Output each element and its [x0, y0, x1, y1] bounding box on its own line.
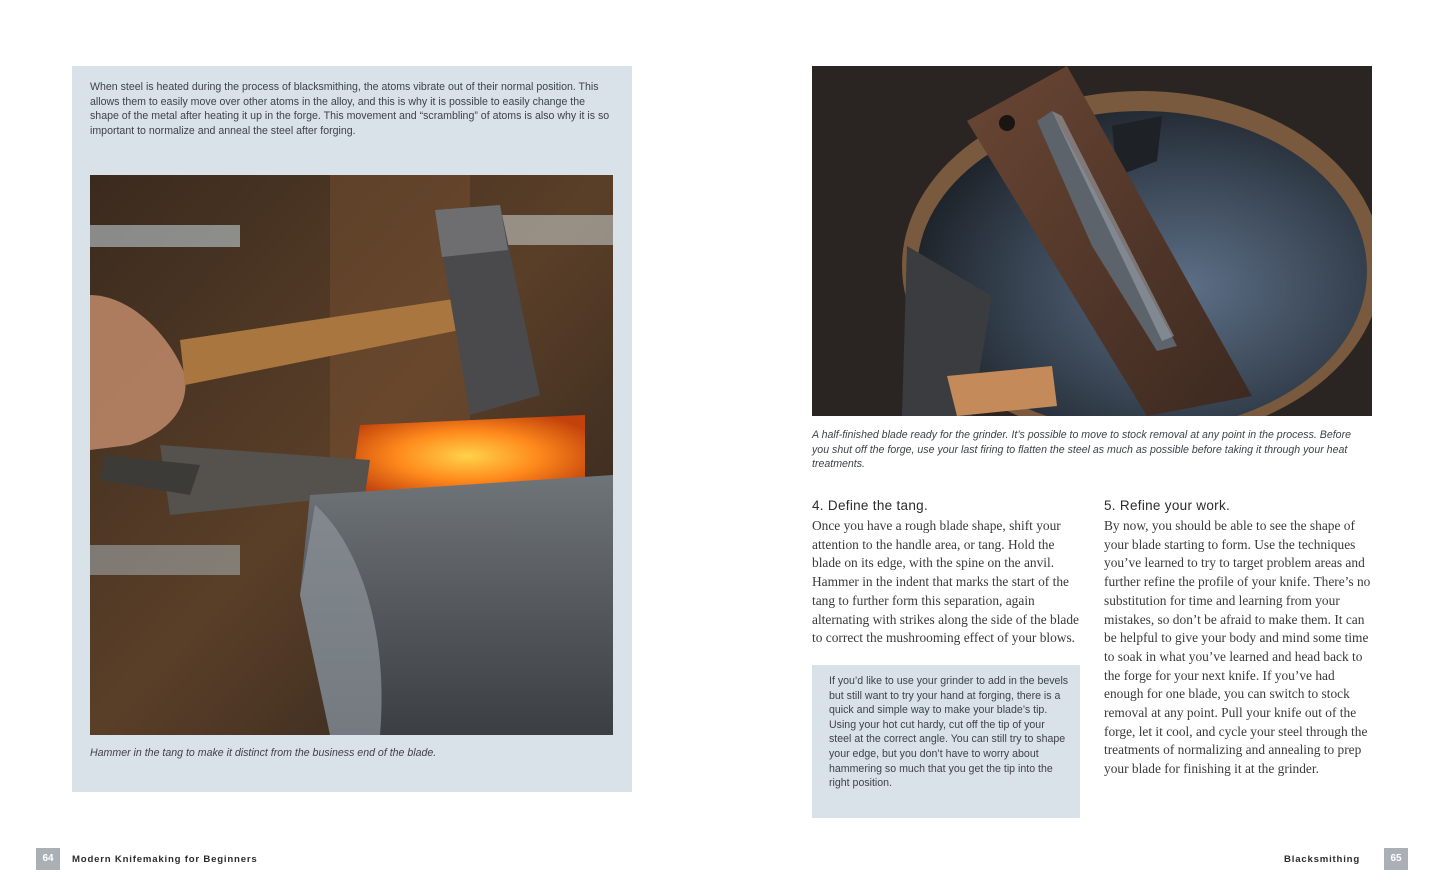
step-4-section	[812, 498, 1084, 648]
hammer-forging-photo	[90, 175, 613, 735]
left-page	[0, 0, 722, 891]
step-5-body: By now, you should be able to see the shape of your blade starting to form. Use the techniques you’ve learned to try to target problem areas and further refine the profile of your knife. There’s no substitution for time and learning from your mistakes, so don’t be afraid to make them. It can be helpful to give your body and mind some time to soak in what you’ve learned and head back to the forge for your next knife. If you’ve had enough for one blade, you can switch to stock removal at any point. Pull your knife out of the forge, let it cool, and cycle your steel through the treatments of normalizing and annealing to prep your blade for finishing it at the grinder.	[1104, 518, 1371, 777]
step-4-heading: 4. Define the tang.	[812, 498, 929, 513]
page-number: 64	[36, 848, 60, 870]
step-4-body: Once you have a rough blade shape, shift your attention to the handle area, or tang. Hold the blade on its edge, with the spine on the anvil. Hammer in the indent that marks the start of the tang to further form this separation, again alternating with strikes along the side of the blade to correct the mushrooming effect of your blows.	[812, 518, 1079, 646]
running-head-book-title: Modern Knifemaking for Beginners	[72, 854, 258, 865]
running-head-chapter: Blacksmithing	[1284, 854, 1360, 865]
blade-photo-caption: A half-finished blade ready for the grinder. It’s possible to move to stock removal at any point in the process. Before you shut off the forge, use your last firing to flatten the steel as much as possible before taking it through your heat treatments.	[812, 429, 1351, 471]
half-finished-blade-photo	[812, 66, 1372, 416]
right-page	[722, 0, 1445, 891]
sidebar-text: When steel is heated during the process of blacksmithing, the atoms vibrate out of their normal position. This allows them to easily move over other atoms in the alloy, and this is why it is possible to easily change the shape of the metal after heating it up in the forge. This movement and “scrambling” of atoms is also why it is so important to normalize and anneal the steel after forging.	[90, 81, 610, 137]
hammer-photo-caption: Hammer in the tang to make it distinct from the business end of the blade.	[90, 747, 437, 759]
tip-box-text: If you’d like to use your grinder to add in the bevels but still want to try your hand at forging, there is a quick and simple way to make your blade’s tip. Using your hot cut hardy, cut off the tip of your steel at the correct angle. You can still try to shape your edge, but you don’t have to worry about hammering so much that you get the tip into the right position.	[829, 675, 1069, 790]
sidebar-panel	[72, 66, 632, 792]
tip-box	[812, 665, 1080, 818]
step-5-section	[1104, 498, 1372, 779]
step-5-heading: 5. Refine your work.	[1104, 498, 1231, 513]
page-number: 65	[1384, 848, 1408, 870]
